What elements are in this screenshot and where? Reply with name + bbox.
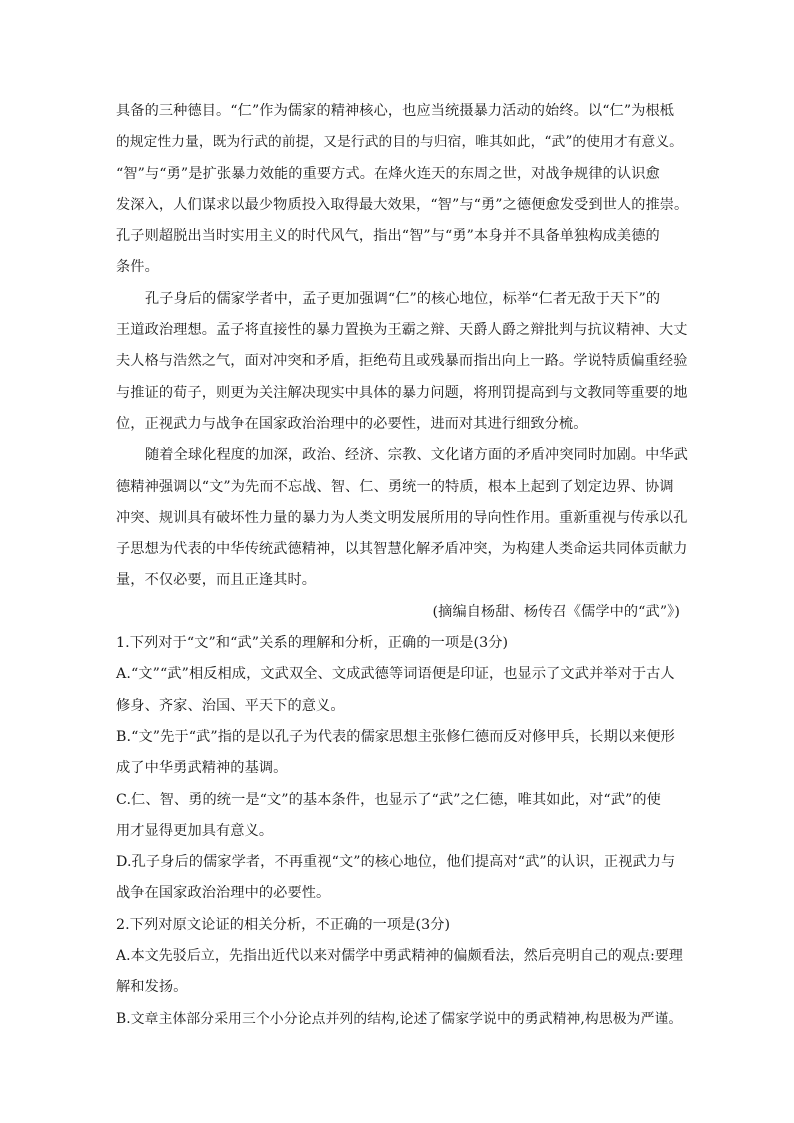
question-2-option-b <box>116 1004 688 1035</box>
paragraph-line: 孔子则超脱出当时实用主义的时代风气，指出“智”与“勇”本身并不具备单独构成美德的 <box>116 228 660 245</box>
paragraph-line: 子思想为代表的中华传统武德精神，以其智慧化解矛盾冲突，为构建人类命运共同体贡献力 <box>116 541 688 558</box>
paragraph-line: 随着全球化程度的加深，政治、经济、宗教、文化诸方面的矛盾冲突同时加剧。中华武 <box>145 447 688 464</box>
option-line: A.本文先驳后立，先指出近代以来对儒学中勇武精神的偏颇看法，然后亮明自己的观点:要理 <box>116 948 683 965</box>
paragraph-line: 德精神强调以“文”为先而不忘战、智、仁、勇统一的特质，根本上起到了划定边界、协调 <box>116 478 674 495</box>
paragraph-line: 位，正视武力与战争在国家政治治理中的必要性，进而对其进行细致分梳。 <box>116 415 588 432</box>
option-line: 用才显得更加具有意义。 <box>116 822 274 839</box>
paragraph-line: 条件。 <box>116 259 159 276</box>
option-line: D.孔子身后的儒家学者，不再重视“文”的核心地位，他们提高对“武”的认识，正视武力与 <box>116 854 676 871</box>
option-line: 解和发扬。 <box>116 979 188 996</box>
option-line: 成了中华勇武精神的基调。 <box>116 760 288 777</box>
paragraph-line: 具备的三种德目。“仁”作为儒家的精神核心，也应当统摄暴力活动的始终。以“仁”为根柢 <box>116 103 675 119</box>
paragraph-line: 发深入，人们谋求以最少物质投入取得最大效果，“智”与“勇”之德便愈发受到世人的推崇。 <box>116 196 689 213</box>
question-1-option-c <box>116 785 688 848</box>
question-stem: 2.下列对原文论证的相关分析，不正确的一项是(3分) <box>116 916 451 933</box>
question-1-option-d <box>116 847 688 910</box>
question-1-option-a <box>116 659 688 722</box>
source-citation: (摘编自杨甜、杨传召《儒学中的“武”》) <box>432 603 680 620</box>
paragraph-line: 与推证的荀子，则更为关注解决现实中具体的暴力问题，将刑罚提高到与文教同等重要的地 <box>116 384 688 401</box>
option-line: B.“文”先于“武”指的是以孔子为代表的儒家思想主张修仁德而反对修甲兵，长期以来便形 <box>116 728 675 745</box>
option-line: 战争在国家政治治理中的必要性。 <box>116 885 331 902</box>
paragraph-line: “智”与“勇”是扩张暴力效能的重要方式。在烽火连天的东周之世，对战争规律的认识愈 <box>116 165 660 182</box>
question-1-option-b <box>116 722 688 785</box>
paragraph-line: 王道政治理想。孟子将直接性的暴力置换为王霸之辩、天爵人爵之辩批判与抗议精神、大丈 <box>116 322 688 339</box>
paragraph-line: 孔子身后的儒家学者中，孟子更加强调“仁”的核心地位，标举“仁者无敌于天下”的 <box>145 290 661 307</box>
option-line: C.仁、智、勇的统一是“文”的基本条件，也显示了“武”之仁德，唯其如此，对“武”的使 <box>116 791 661 808</box>
question-2-option-a <box>116 941 688 1004</box>
paragraph-line: 的规定性力量，既为行武的前提，又是行武的目的与归宿，唯其如此，“武”的使用才有意义。 <box>116 134 683 151</box>
page-content <box>116 96 688 1035</box>
paragraph-globalization <box>116 440 688 596</box>
question-1 <box>116 628 688 910</box>
question-2 <box>116 910 688 1035</box>
paragraph-line: 夫人格与浩然之气，面对冲突和矛盾，拒绝苟且或残暴而指出向上一路。学说特质偏重经验 <box>116 353 688 370</box>
paragraph-virtues-continuation <box>116 96 688 284</box>
exam-page <box>116 96 688 1035</box>
paragraph-mencius-xunzi <box>116 284 688 440</box>
paragraph-line: 冲突、规训具有破坏性力量的暴力为人类文明发展所用的导向性作用。重新重视与传承以孔 <box>116 509 688 526</box>
option-line: B.文章主体部分采用三个小分论点并列的结构,论述了儒家学说中的勇武精神,构思极为严谨。 <box>116 1010 683 1027</box>
option-line: A.“文”“武”相反相成，文武双全、文成武德等词语便是印证，也显示了文武并举对于古人 <box>116 666 675 683</box>
option-line: 修身、齐家、治国、平天下的意义。 <box>116 697 345 714</box>
paragraph-line: 量，不仅必要，而且正逢其时。 <box>116 572 317 589</box>
question-stem: 1.下列对于“文”和“武”关系的理解和分析，正确的一项是(3分) <box>116 635 509 652</box>
